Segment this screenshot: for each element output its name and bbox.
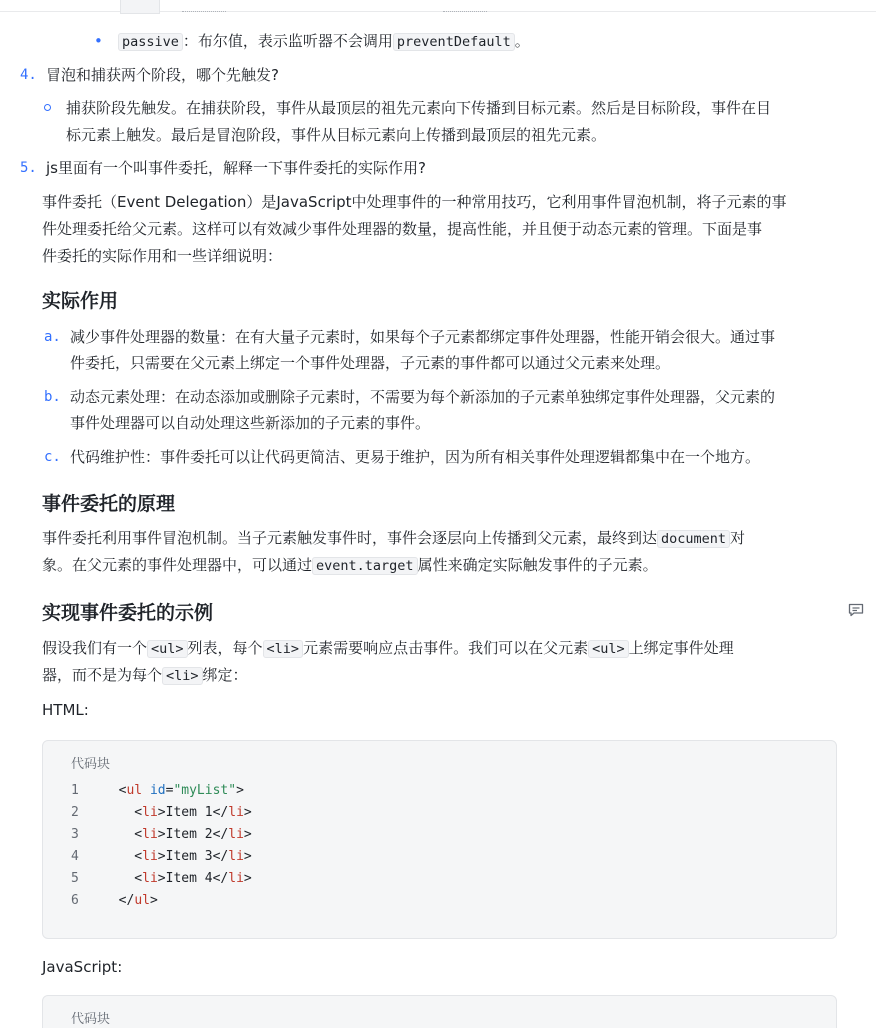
principle-text: 对 xyxy=(730,529,746,547)
code-block-html[interactable] xyxy=(42,740,837,939)
list-letter: a. xyxy=(44,329,61,345)
inline-code: document xyxy=(657,530,730,548)
answer-4-line1: 捕获阶段先触发。在捕获阶段，事件从最顶层的祖先元素向下传播到目标元素。然后是目标阶段，事件在目 xyxy=(66,99,772,117)
comment-icon[interactable] xyxy=(848,603,864,617)
list-number: 5. xyxy=(20,160,37,176)
code-punct: > xyxy=(149,893,158,908)
code-block-title: 代码块 xyxy=(71,757,111,772)
inline-code: passive xyxy=(118,33,183,51)
example-text: 列表，每个 xyxy=(187,639,263,657)
code-punct: < xyxy=(103,783,127,798)
code-tag: li xyxy=(142,849,158,864)
practical-item-a-line2: 件委托，只需要在父元素上绑定一个事件处理器，子元素的事件都可以通过父元素来处理。 xyxy=(70,354,671,372)
inline-code: <ul> xyxy=(147,640,188,658)
code-punct: < xyxy=(103,849,143,864)
example-line2 xyxy=(42,662,248,690)
intro-line1: 事件委托（Event Delegation）是JavaScript中处理事件的一种常用技巧，它利用事件冒泡机制，将子元素的事 xyxy=(42,193,787,211)
inline-code: event.target xyxy=(312,557,418,575)
code-tag: li xyxy=(142,805,158,820)
code-tag: li xyxy=(142,871,158,886)
html-label: HTML: xyxy=(42,701,89,719)
code-text: Item 2 xyxy=(165,827,213,842)
code-attr: id xyxy=(142,783,166,798)
practical-item-a-line1: 减少事件处理器的数量：在有大量子元素时，如果每个子元素都绑定事件处理器，性能开销会很大。通过事 xyxy=(70,328,776,346)
code-tag: li xyxy=(228,805,244,820)
clipped-underline xyxy=(182,11,226,12)
code-text: Item 1 xyxy=(165,805,213,820)
question-5: js里面有一个叫事件委托，解释一下事件委托的实际作用? xyxy=(46,159,426,177)
code-tag: li xyxy=(228,871,244,886)
code-line xyxy=(43,802,252,824)
code-punct: < xyxy=(103,827,143,842)
example-text: 绑定： xyxy=(202,666,248,684)
example-text: 元素需要响应点击事件。我们可以在父元素 xyxy=(303,639,589,657)
inline-code: <li> xyxy=(162,667,203,685)
code-line xyxy=(43,868,252,890)
example-text: 器，而不是为每个 xyxy=(42,666,163,684)
code-punct: </ xyxy=(212,871,229,886)
code-string: "myList" xyxy=(173,783,237,798)
code-tag: li xyxy=(228,827,244,842)
clipped-previous-content xyxy=(0,0,876,12)
code-block-javascript[interactable] xyxy=(42,995,837,1028)
line-number: 1 xyxy=(71,783,79,798)
list-item xyxy=(118,28,530,55)
list-number: 4. xyxy=(20,67,37,83)
clipped-underline xyxy=(443,11,487,12)
principle-line1 xyxy=(42,525,745,553)
list-item-text: ：布尔值，表示监听器不会调用 xyxy=(182,32,393,50)
code-punct: < xyxy=(103,871,143,886)
code-line xyxy=(43,824,252,846)
code-punct: > xyxy=(157,849,166,864)
javascript-label: JavaScript: xyxy=(42,958,123,976)
clipped-code-fragment xyxy=(120,0,160,14)
principle-line2 xyxy=(42,552,658,580)
list-item-text: 。 xyxy=(514,32,530,50)
question-4: 冒泡和捕获两个阶段，哪个先触发? xyxy=(46,66,279,84)
heading-practical: 实际作用 xyxy=(42,290,119,312)
code-tag: ul xyxy=(126,783,143,798)
code-line xyxy=(43,780,244,802)
code-punct: </ xyxy=(212,827,229,842)
example-text: 上绑定事件处理 xyxy=(628,639,734,657)
line-number: 2 xyxy=(71,805,79,820)
code-punct: </ xyxy=(212,805,229,820)
line-number: 3 xyxy=(71,827,79,842)
circle-bullet xyxy=(44,104,51,111)
list-letter: b. xyxy=(44,389,61,405)
list-letter: c. xyxy=(44,449,61,465)
code-text: Item 4 xyxy=(165,871,213,886)
code-line xyxy=(43,846,252,868)
practical-item-c-line1: 代码维护性：事件委托可以让代码更简洁、更易于维护，因为所有相关事件处理逻辑都集中在一个地方。 xyxy=(70,448,761,466)
code-punct: > xyxy=(243,871,252,886)
inline-code: <ul> xyxy=(588,640,629,658)
code-punct: > xyxy=(243,805,252,820)
principle-text: 事件委托利用事件冒泡机制。当子元素触发事件时，事件会逐层向上传播到父元素，最终到达 xyxy=(42,529,658,547)
code-punct: < xyxy=(103,805,143,820)
code-text: Item 3 xyxy=(165,849,213,864)
bullet-marker: • xyxy=(94,32,103,50)
code-punct: </ xyxy=(103,893,135,908)
code-tag: ul xyxy=(134,893,150,908)
code-punct: > xyxy=(157,805,166,820)
code-punct: </ xyxy=(212,849,229,864)
inline-code: <li> xyxy=(263,640,304,658)
code-punct: > xyxy=(243,827,252,842)
code-punct: > xyxy=(236,783,244,798)
line-number: 5 xyxy=(71,871,79,886)
code-punct: > xyxy=(157,871,166,886)
line-number: 6 xyxy=(71,893,79,908)
intro-line3: 件委托的实际作用和一些详细说明： xyxy=(42,247,283,265)
answer-4-line2: 标元素上触发。最后是冒泡阶段，事件从目标元素向上传播到最顶层的祖先元素。 xyxy=(66,126,607,144)
heading-principle: 事件委托的原理 xyxy=(42,493,176,515)
intro-line2: 件处理委托给父元素。这样可以有效减少事件处理器的数量，提高性能，并且便于动态元素的管理。下面是事 xyxy=(42,220,763,238)
code-punct: > xyxy=(243,849,252,864)
code-tag: li xyxy=(228,849,244,864)
inline-code: preventDefault xyxy=(393,33,515,51)
heading-example: 实现事件委托的示例 xyxy=(42,602,214,624)
principle-text: 象。在父元素的事件处理器中，可以通过 xyxy=(42,556,313,574)
code-tag: li xyxy=(142,827,158,842)
code-line xyxy=(43,890,158,912)
code-punct: > xyxy=(157,827,166,842)
line-number: 4 xyxy=(71,849,79,864)
example-text: 假设我们有一个 xyxy=(42,639,148,657)
practical-item-b-line1: 动态元素处理：在动态添加或删除子元素时，不需要为每个新添加的子元素单独绑定事件处理器，父元素的 xyxy=(70,388,776,406)
practical-item-b-line2: 事件处理器可以自动处理这些新添加的子元素的事件。 xyxy=(70,414,431,432)
example-line1 xyxy=(42,635,734,663)
code-punct: = xyxy=(165,783,174,798)
principle-text: 属性来确定实际触发事件的子元素。 xyxy=(417,556,658,574)
code-block-title: 代码块 xyxy=(71,1012,111,1027)
